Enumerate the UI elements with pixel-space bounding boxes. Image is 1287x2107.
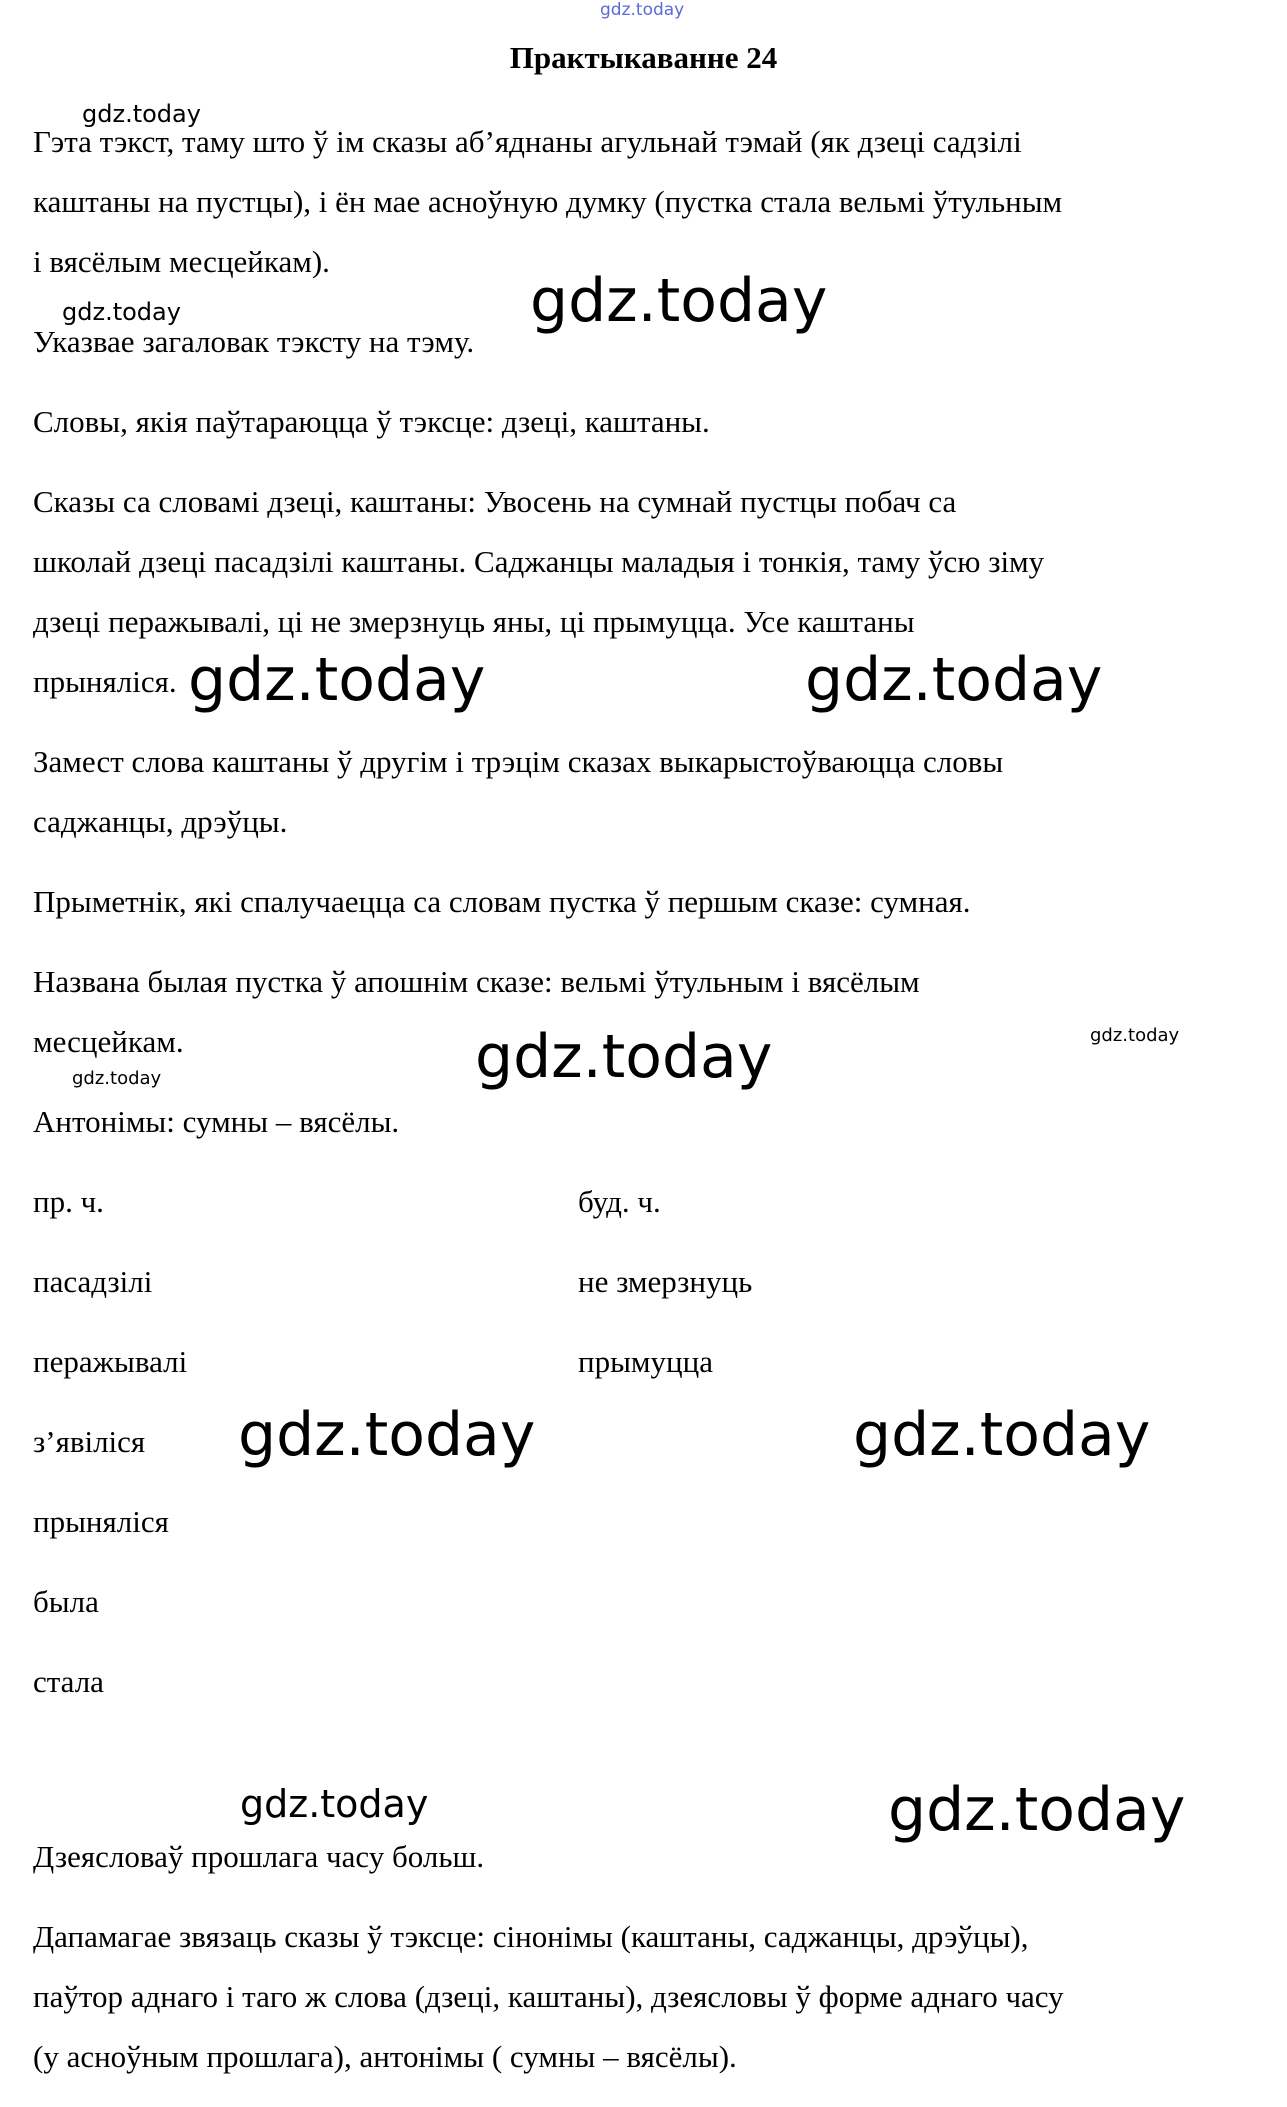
paragraph-7-line-2: месцейкам. [33,1024,184,1059]
watermark: gdz.today [475,1022,773,1092]
past-verb-1: пасадзілі [33,1264,153,1299]
past-verb-3: з’явіліся [33,1424,146,1459]
paragraph-2: Указвае загаловак тэксту на тэму. [33,324,475,359]
paragraph-8: Антонімы: сумны – вясёлы. [33,1104,400,1139]
past-tense-header: пр. ч. [33,1184,104,1219]
watermark: gdz.today [888,1775,1186,1845]
watermark: gdz.today [188,645,486,715]
paragraph-1-line-3: і вясёлым месцейкам). [33,244,330,279]
paragraph-4-line-4: прыняліся. [33,664,177,699]
paragraph-1-line-2: каштаны на пустцы), і ён мае асноўную думку (пустка стала вельмі ўтульным [33,184,1063,219]
watermark: gdz.today [530,266,828,336]
watermark: gdz.today [240,1782,429,1826]
watermark: gdz.today [853,1400,1151,1470]
paragraph-4-line-2: школай дзеці пасадзілі каштаны. Саджанцы маладыя і тонкія, таму ўсю зіму [33,544,1045,579]
paragraph-4-line-1: Сказы са словамі дзеці, каштаны: Увосень на сумнай пустцы побач са [33,484,957,519]
paragraph-1-line-1: Гэта тэкст, таму што ў ім сказы аб’яднаны агульнай тэмай (як дзеці садзілі [33,124,1022,159]
future-verb-2: прымуцца [578,1344,713,1379]
paragraph-10-line-1: Дапамагае звязаць сказы ў тэксце: сінонімы (каштаны, саджанцы, дрэўцы), [33,1919,1029,1954]
paragraph-7-line-1: Названа былая пустка ў апошнім сказе: вельмі ўтульным і вясёлым [33,964,920,999]
past-verb-6: стала [33,1664,104,1699]
paragraph-10-line-3: (у асноўным прошлага), антонімы ( сумны – вясёлы). [33,2039,737,2074]
paragraph-9: Дзеясловаў прошлага часу больш. [33,1839,485,1874]
paragraph-4-line-3: дзеці перажывалі, ці не змерзнуць яны, ці прымуцца. Усе каштаны [33,604,915,639]
paragraph-10-line-2: паўтор аднаго і таго ж слова (дзеці, каштаны), дзеясловы ў форме аднаго часу [33,1979,1064,2014]
paragraph-5-line-1: Замест слова каштаны ў другім і трэцім сказах выкарыстоўваюцца словы [33,744,1004,779]
header-watermark: gdz.today [600,0,685,20]
paragraph-5-line-2: саджанцы, дрэўцы. [33,804,288,839]
past-verb-4: прыняліся [33,1504,169,1539]
watermark: gdz.today [82,100,201,128]
page-title: Практыкаванне 24 [509,40,778,75]
future-verb-1: не змерзнуць [578,1264,753,1299]
paragraph-6: Прыметнік, які спалучаецца са словам пустка ў першым сказе: сумная. [33,884,971,919]
watermark: gdz.today [62,298,181,326]
future-tense-header: буд. ч. [578,1184,661,1219]
watermark: gdz.today [1090,1025,1180,1046]
past-verb-2: перажывалі [33,1344,188,1379]
past-verb-5: была [33,1584,99,1619]
watermark: gdz.today [72,1068,162,1089]
watermark: gdz.today [238,1400,536,1470]
paragraph-3: Словы, якія паўтараюцца ў тэксце: дзеці, каштаны. [33,404,710,439]
watermark: gdz.today [805,645,1103,715]
